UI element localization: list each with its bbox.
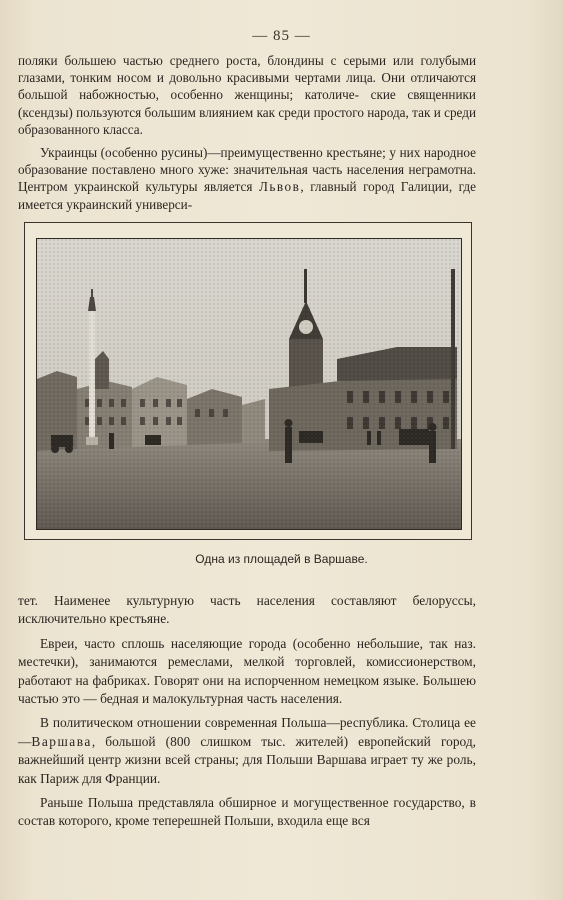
paragraph-belarusians: тет. Наименее культурную часть населения составляют белоруссы, исключительно крестьяне.: [18, 593, 476, 627]
text-line: простого народа, так и среди образованного класса.: [18, 104, 476, 137]
photo-illustration: [37, 239, 461, 529]
warsaw-square-photo: [36, 238, 462, 530]
paragraph-text: Украинцы (особенно русины)—преимущественно крестьяне; у них народное образование поставлено много хуже: значительная часть населения неграмотна. Центром украинской культуры является: [18, 145, 476, 195]
text-line: поляки большею частью среднего роста, блондины с серыми или: [18, 53, 414, 68]
paragraph-ukrainians: [18, 144, 476, 213]
paragraph-poles: [18, 52, 476, 138]
text-line: ские священники (ксендзы) пользуются большим влиянием как среди: [18, 87, 476, 120]
paragraph-text: В политическом отношении современная Польша—республика. Столица ее—: [18, 715, 476, 749]
figure-caption: Одна из площадей в Варшаве.: [195, 552, 368, 566]
city-name-lvov: Львов: [258, 179, 301, 195]
city-name-warsaw: Варшава: [31, 733, 92, 749]
top-text-block: [18, 52, 476, 219]
paragraph-politics: [18, 714, 476, 788]
text-line: голубыми глазами, тонким носом и довольно красивыми чертами лица.: [18, 53, 477, 86]
page-number: — 85 —: [252, 28, 311, 44]
paragraph-text-end: , большой (800 слишком тыс. жителей) европейский город, важнейший центр жизни всей страны; для Польши Варшава играет ту же роль, как Париж для Франции.: [18, 733, 476, 786]
figure-frame: [24, 222, 472, 540]
text-line: Они отличаются большой набожностью, особенно женщины; католиче-: [18, 70, 477, 103]
bottom-text-block: [18, 592, 476, 837]
paragraph-jews: Евреи, часто сплошь населяющие города (особенно небольшие, так наз. местечки), занимаются ремеслами, мелкой торговлей, комиссионерством, работают на фабриках. Говорят они на испорченном немецком языке. Большею частью это — бедная и малокультурная часть населения.: [18, 635, 476, 707]
paragraph-text-end: , главный город Галиции, где имеется украинский универси-: [18, 179, 476, 212]
paragraph-history: Раньше Польша представляла обширное и могущественное государство, в состав которого, кроме теперешней Польши, входила еще вся: [18, 795, 476, 829]
